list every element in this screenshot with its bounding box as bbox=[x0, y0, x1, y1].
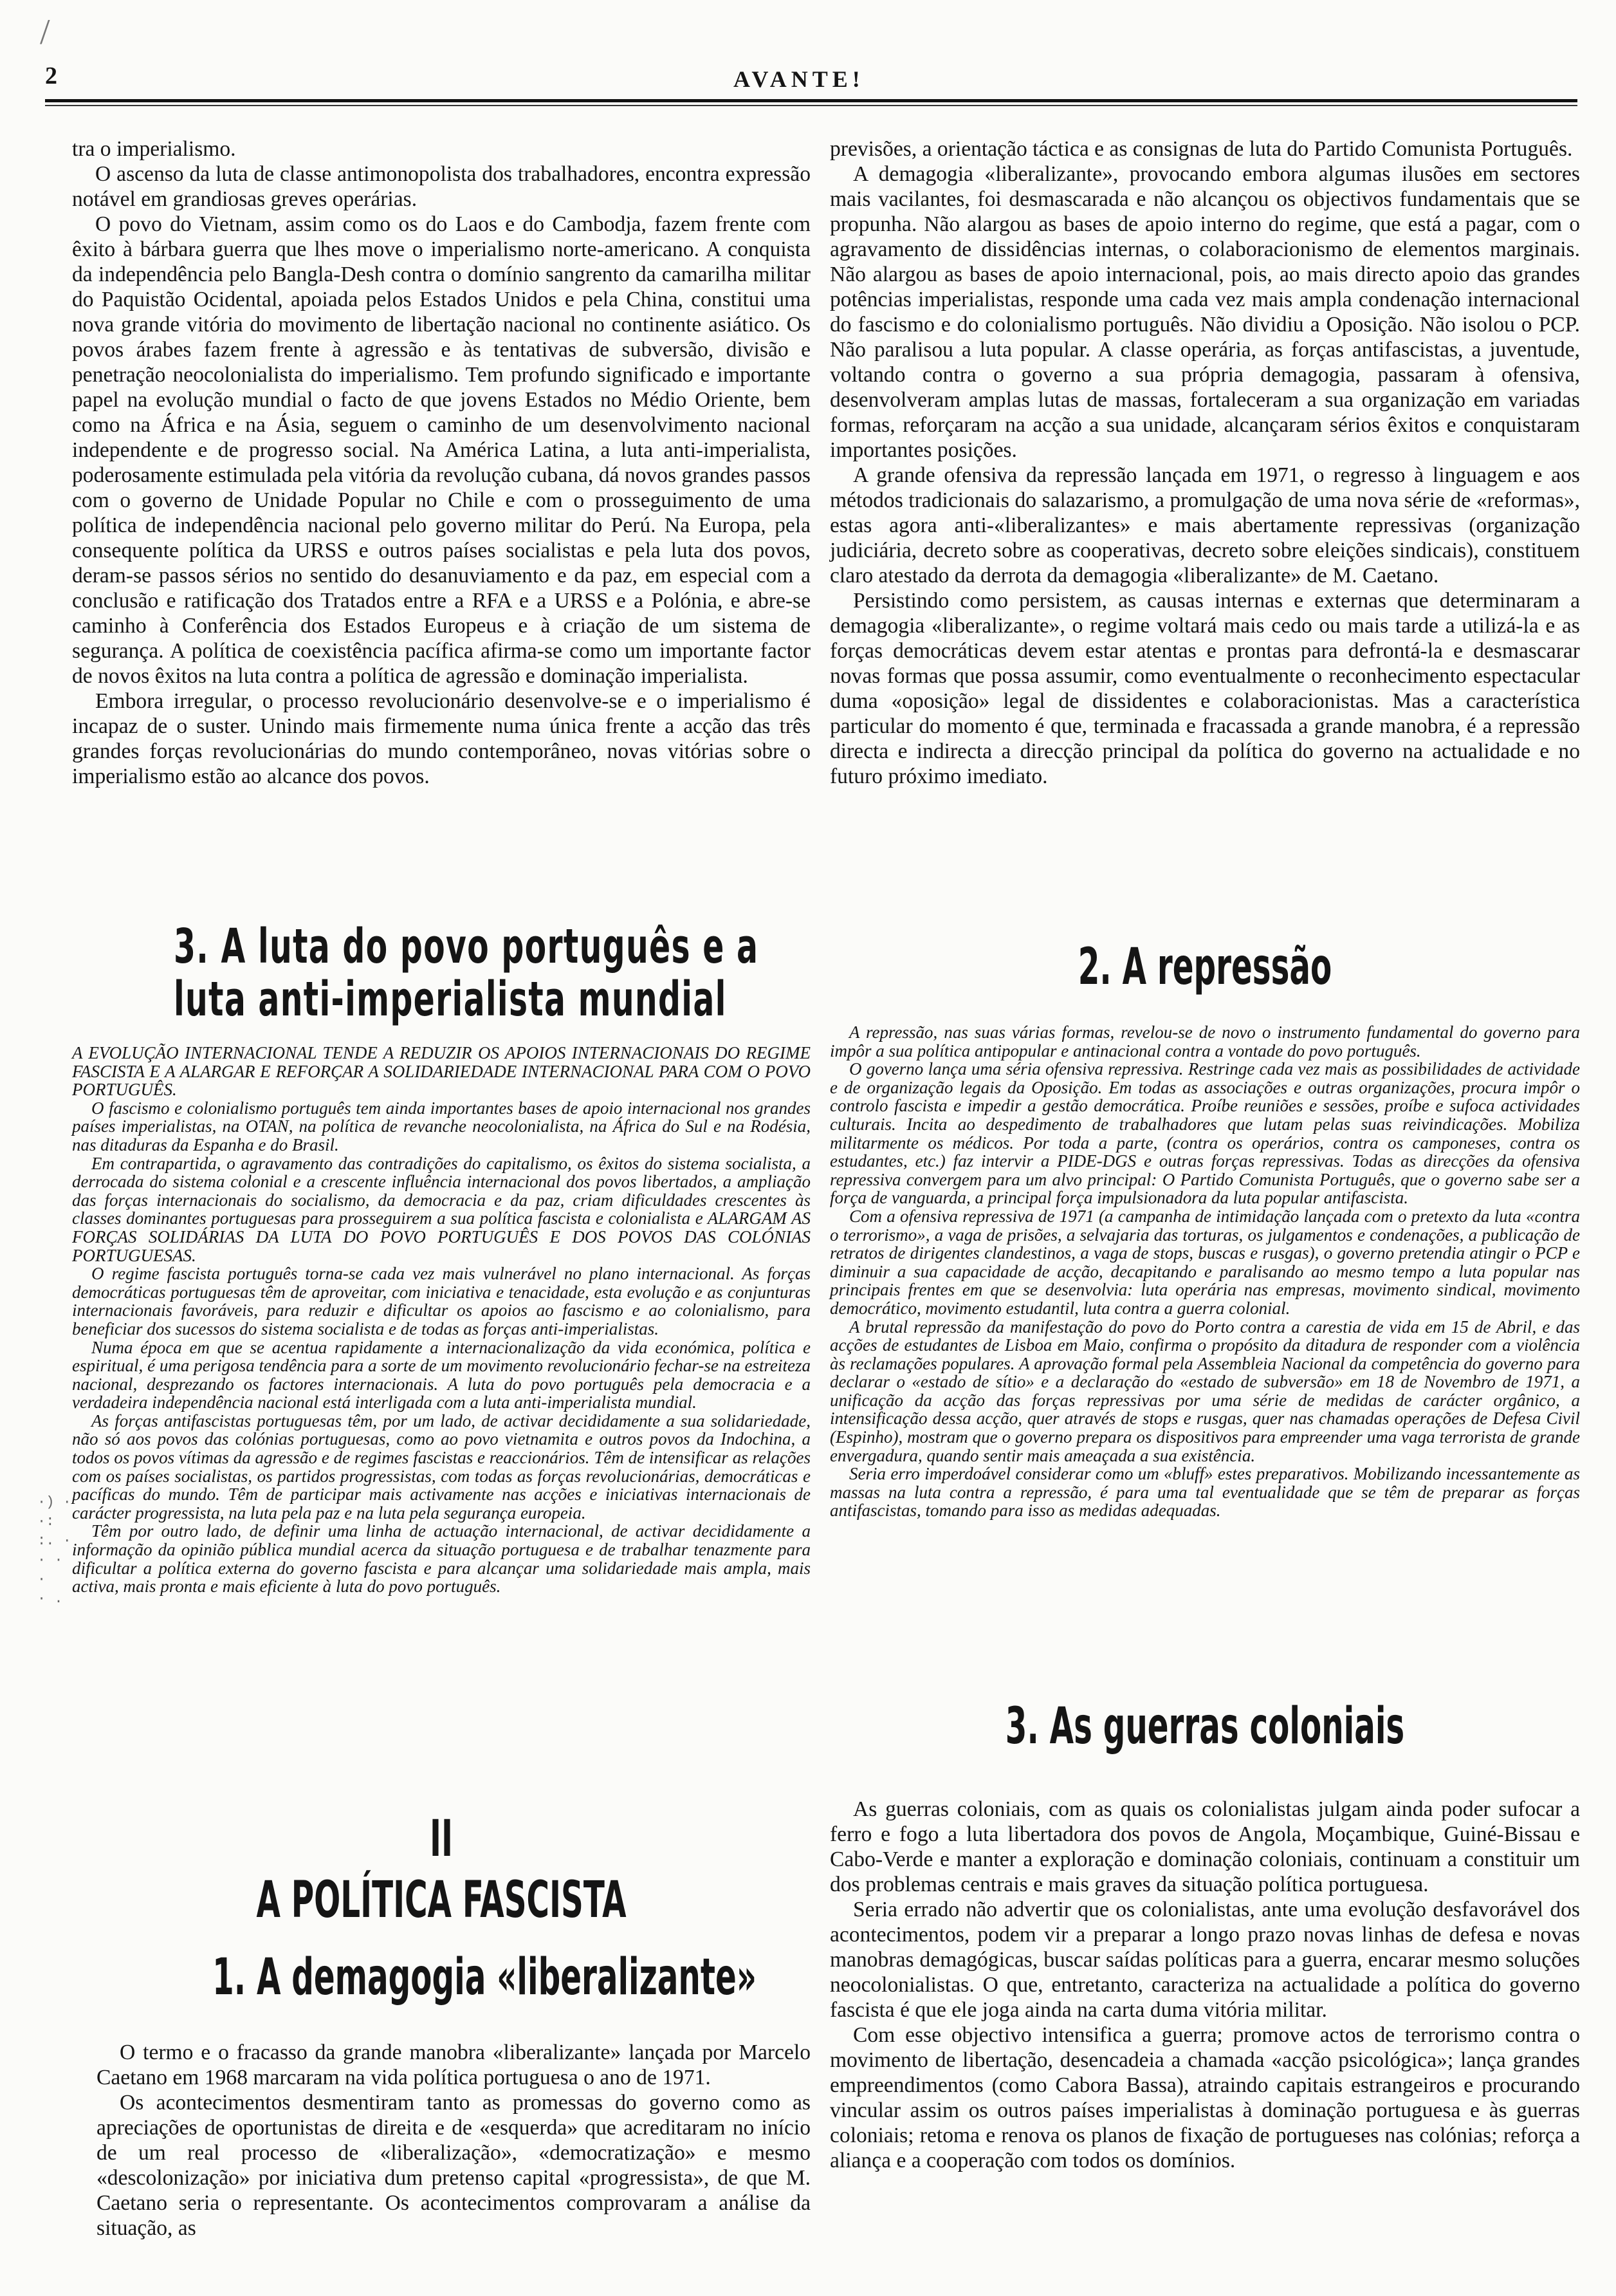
header-rule-thin bbox=[45, 105, 1577, 106]
paragraph: Numa época em que se acentua rapidamente a internacionalização da vida económica, política e espiritual, é uma perigosa tendência para a sorte de um movimento revolucionário fechar-se na estreiteza nacional, desprezando os factores internacionais. A luta do povo português pela democracia e a verdadeira independência nacional está interligada com a luta anti-imperialista mundial. bbox=[72, 1337, 811, 1412]
paragraph: As guerras coloniais, com as quais os colonialistas julgam ainda poder sufocar a ferro e fogo a luta libertadora dos povos de Angola, Moçambique, Guiné-Bissau e Cabo-Verde e manter a exploração e dominação coloniais, continuam a constituir um dos problemas centrais e mais graves da situação política portuguesa. bbox=[830, 1797, 1580, 1896]
paragraph: O povo do Vietnam, assim como os do Laos e do Cambodja, fazem frente com êxito à bárbara guerra que lhes move o imperialismo norte-americano. A conquista da independência pelo Bangla-Desh contra o domínio sangrento da camarilha militar do Paquistão Ocidental, apoiada pelos Estados Unidos e pela China, constitui uma nova grande vitória do movimento de libertação nacional no continente asiático. Os povos árabes fazem frente à agressão e às tentativas de subversão, divisão e penetração neocolonialista do imperialismo. Tem profundo significado e importante papel na evolução mundial o facto de que jovens Estados no Médio Oriente, bem como na África e na Ásia, seguem o caminho de um desenvolvimento nacional independente e de progresso social. Na América Latina, a luta anti-imperialista, poderosamente estimulada pela vitória da revolução cubana, dá novos grandes passos com o governo de Unidade Popular no Chile e com o prosseguimento de uma política de independência nacional pelo governo militar do Perú. Na Europa, pela consequente política da URSS e outros países socialistas e pela luta dos povos, deram-se passos sérios no sentido do desanuviamento e da paz, em especial com a conclusão e ratificação dos Tratados entre a RFA e a URSS e a Polónia, e abre-se caminho à Conferência dos Estados Europeus e à criação de um sistema de segurança. A política de coexistência pacífica afirma-se como um importante factor de novos êxitos na luta contra a política de agressão e dominação imperialista. bbox=[72, 212, 811, 688]
paragraph: A grande ofensiva da repressão lançada em 1971, o regresso à linguagem e aos métodos tradicionais do salazarismo, a promulgação de uma nova série de «reformas», estas agora anti-«liberalizantes» e mais abertamente repressivas (organização judiciária, decreto sobre as cooperativas, decreto sobre eleições sindicais), constituem claro atestado da derrota da demagogia «liberalizante» de M. Caetano. bbox=[830, 463, 1580, 588]
paragraph: Embora irregular, o processo revolucionário desenvolve-se e o imperialismo é incapaz de o suster. Unindo mais firmemente numa única frente a acção das três grandes forças revolucionárias do mundo contemporâneo, novas vitórias sobre o imperialismo estão ao alcance dos povos. bbox=[72, 689, 811, 788]
masthead: AVANTE! bbox=[733, 66, 865, 92]
paragraph: Seria errado não advertir que os colonialistas, ante uma evolução desfavorável dos acontecimentos, podem vir a preparar a longo prazo novas linhas de defesa e novas manobras demagógicas, buscar saídas políticas para a guerra, encarar mesmo soluções neocolonialistas. O que, entretanto, caracteriza na actualidade a política do governo fascista é que ele joga ainda na carta duma vitória militar. bbox=[830, 1898, 1580, 2022]
paragraph: A demagogia «liberalizante», provocando embora algumas ilusões em sectores mais vacilantes, foi desmascarada e não alcançou os objectivos fundamentais que se propunha. Não alargou as bases de apoio interno do regime, que está a pagar, com o agravamento de dissidências internas, o colaboracionismo de elementos marginais. Não alargou as bases de apoio internacional, pois, ao mais directo apoio das grandes potências imperialistas, responde uma cada vez mais ampla condenação internacional do fascismo e do colonialismo português. Não dividiu a Oposição. Não isolou o PCP. Não paralisou a luta popular. A classe operária, as forças antifascistas, a juventude, voltando contra o governo a sua própria demagogia, passaram à ofensiva, desenvolveram amplas lutas de massas, fortaleceram a sua organização em variadas formas, reforçaram na acção a sua unidade, alcançaram sérios êxitos e conquistaram importantes posições. bbox=[830, 162, 1580, 462]
right-section2-body bbox=[830, 1023, 1580, 1520]
left-intro bbox=[72, 136, 811, 789]
left-subsection-body bbox=[96, 2040, 811, 2241]
paragraph: A repressão, nas suas várias formas, revelou-se de novo o instrumento fundamental do governo para impôr a sua política antipopular e antinacional contra a vontade do povo português. bbox=[830, 1023, 1580, 1060]
paragraph: A EVOLUÇÃO INTERNACIONAL TENDE A REDUZIR OS APOIOS INTERNACIONAIS DO REGIME FASCISTA E A ALARGAR E REFORÇAR A SOLIDARIEDADE INTERNACIONAL PARA COM O POVO PORTUGUÊS. bbox=[72, 1043, 811, 1100]
paragraph: previsões, a orientação táctica e as consignas de luta do Partido Comunista Português. bbox=[830, 137, 1573, 161]
paragraph: As forças antifascistas portuguesas têm, por um lado, de activar decididamente a sua solidariedade, não só aos povos das colónias portuguesas, como ao povo vietnamita e outros povos da Indochina, a todos os povos vítimas da agressão e de regimes fascistas e reaccionários. Têm de intensificar as relações com os países socialistas, os partidos progressistas, com todas as forças revolucionárias, democráticas e pacíficas do mundo. Têm de participar mais activamente nas acções e iniciativas internacionais de carácter progressista, na luta pela paz e na luta pela segurança europeia. bbox=[72, 1411, 811, 1523]
section-title-repressao: 2. A repressão bbox=[1078, 938, 1332, 996]
paragraph: Em contrapartida, o agravamento das contradições do capitalismo, os êxitos do sistema socialista, a derrocada do sistema colonial e a crescente influência internacional dos povos libertados, a ampliação das forças internacionais do socialismo, da democracia e da paz, criam dificuldades crescentes às classes dominantes portuguesas para prosseguirem a sua política fascista e colonialista e ALARGAM AS FORÇAS SOLIDÁRIAS DA LUTA DO POVO PORTUGUÊS E DOS POVOS DAS COLÓNIAS PORTUGUESAS. bbox=[72, 1153, 811, 1265]
paragraph: Os acontecimentos desmentiram tanto as promessas do governo como as apreciações de oportunistas de direita e de «esquerda» que acreditaram no início de um real processo de «liberalização», «democratização» e mesmo «descolonização» por iniciativa dum pretenso capital «progressista», de que M. Caetano seria o representante. Os acontecimentos comprovaram a análise da situação, as bbox=[96, 2091, 811, 2240]
part-title: A POLÍTICA FASCISTA bbox=[256, 1871, 627, 1929]
paragraph: Com a ofensiva repressiva de 1971 (a campanha de intimidação lançada com o pretexto da luta «contra o terrorismo», a vaga de prisões, a selvajaria das torturas, os julgamentos e condenações, a publicação de retratos de dirigentes clandestinos, a vaga de stops, buscas e rusgas), o governo pretendia atingir o PCP e diminuir a sua capacidade de acção, decapitando e paralisando ao mesmo tempo a luta popular nas principais frentes em que se desenvolvia: luta operária nas empresas, movimento sindical, movimento democrático, movimento estudantil, luta contra a guerra colonial. bbox=[830, 1206, 1580, 1318]
paragraph: tra o imperialismo. bbox=[72, 137, 236, 161]
paragraph: Persistindo como persistem, as causas internas e externas que determinaram a demagogia «liberalizante», o regime voltará mais cedo ou mais tarde a utilizá-la e as forças democráticas devem estar atentas e prontas para defrontá-la e desmascarar novas formas que possa assumir, como eventualmente o reconhecimento espectacular duma «oposição» legal de dissidentes e colaboracionistas. Mas a característica particular do momento é que, terminada e fracassada a grande manobra, é a repressão directa e indirecta a direcção principal da política do governo na actualidade e no futuro próximo imediato. bbox=[830, 589, 1580, 788]
subsection-title: 1. A demagogia «liberalizante» bbox=[212, 1949, 757, 2006]
corner-marks: / bbox=[40, 12, 50, 52]
margin-marks: ·) · ·: :. · · · · · . bbox=[37, 1494, 71, 1607]
header-rule bbox=[45, 99, 1577, 102]
paragraph: Têm por outro lado, de definir uma linha de actuação internacional, de activar decididamente a informação da opinião pública mundial acerca da situação portuguesa e de trabalhar tenazmente para dificultar a política externa do governo fascista e para alcançar uma solidariedade mais ampla, mais activa, mais pronta e mais eficiente à luta do povo português. bbox=[72, 1521, 811, 1597]
right-intro bbox=[830, 136, 1580, 789]
page-number: 2 bbox=[45, 62, 57, 89]
paragraph: A brutal repressão da manifestação do povo do Porto contra a carestia de vida em 15 de Abril, e das acções de estudantes de Lisboa em Maio, confirma o propósito da ditadura de responder com a violência às reclamações populares. A aprovação formal pela Assembleia Nacional da competência do governo para declarar o «estado de sítio» e a declaração do «estado de subversão» em 18 de Novembro de 1971, a unificação da acção das forças repressivas por uma série de medidas de carácter orgânico, a intensificação dessa acção, quer através de stops e rusgas, quer nas chamadas operações de Defesa Civil (Espinho), mostram que o governo prepara os dispositivos para empreender uma vaga terrorista de grande envergadura, quando sentir mais ameaçada a sua existência. bbox=[830, 1317, 1580, 1465]
paragraph: O regime fascista português torna-se cada vez mais vulnerável no plano internacional. As forças democráticas portuguesas têm de aproveitar, com iniciativa e tenacidade, esta evolução e as conjunturas internacionais favoráveis, para reduzir e dificultar os apoios ao fascismo e ao colonialismo, para beneficiar dos sucessos do sistema socialista e de todas as forças anti-imperialistas. bbox=[72, 1264, 811, 1338]
part-numeral: II bbox=[430, 1810, 453, 1868]
left-section3-body bbox=[72, 1044, 811, 1596]
paragraph: Seria erro imperdoável considerar como um «bluff» estes preparativos. Mobilizando incessantemente as massas na luta contra a repressão, é para uma tal eventualidade que se têm de preparar as forças antifascistas, tomando para isso as medidas adequadas. bbox=[830, 1464, 1580, 1521]
paragraph: O ascenso da luta de classe antimonopolista dos trabalhadores, encontra expressão notável em grandiosas greves operárias. bbox=[72, 162, 811, 211]
paragraph: Com esse objectivo intensifica a guerra; promove actos de terrorismo contra o movimento de libertação, desencadeia a chamada «acção psicológica»; lança grandes empreendimentos (como Cabora Bassa), atraindo capitais estrangeiros e procurando vincular assim os outros países imperialistas à dominação portuguesa e às guerras coloniais; retoma e renova os planos de fixação de portugueses nas colónias; reforça a aliança e a cooperação com todos os domínios. bbox=[830, 2023, 1580, 2172]
section-title-guerras: 3. As guerras coloniais bbox=[1005, 1698, 1405, 1755]
section-heading-luta bbox=[174, 920, 817, 1026]
right-section3-body bbox=[830, 1797, 1580, 2173]
paragraph: O fascismo e colonialismo português tem ainda importantes bases de apoio internacional nos grandes países imperialistas, na OTAN, na política de revanche neocolonialista, na África do Sul e na Rodésia, nas ditaduras da Espanha e do Brasil. bbox=[72, 1098, 811, 1154]
section-title-line1: 3. A luta do povo português e a bbox=[174, 919, 759, 974]
paragraph: O termo e o fracasso da grande manobra «liberalizante» lançada por Marcelo Caetano em 1968 marcaram na vida política portuguesa o ano de 1971. bbox=[96, 2041, 811, 2089]
paragraph: O governo lança uma séria ofensiva repressiva. Restringe cada vez mais as possibilidades de actividade e de organização legais da Oposição. Em todas as associações e outras organizações, procura impôr o controlo fascista e impedir a gestão democrática. Proíbe reuniões e sessões, proíbe e sufoca actividades culturais. Incita ao despedimento de trabalhadores que lutam pelas suas reivindicações. Mobiliza militarmente os médicos. Por toda a parte, (contra os operários, contra os camponeses, contra os estudantes, etc.) faz intervir a PIDE-DGS e outras forças repressivas. Todas as direcções da ofensiva repressiva convergem para um alvo principal: O Partido Comunista Português, que o governo sabe ser a força de vanguarda, a principal força impulsionadora da luta popular antifascista. bbox=[830, 1059, 1580, 1208]
section-title-line2: luta anti-imperialista mundial bbox=[174, 972, 727, 1027]
